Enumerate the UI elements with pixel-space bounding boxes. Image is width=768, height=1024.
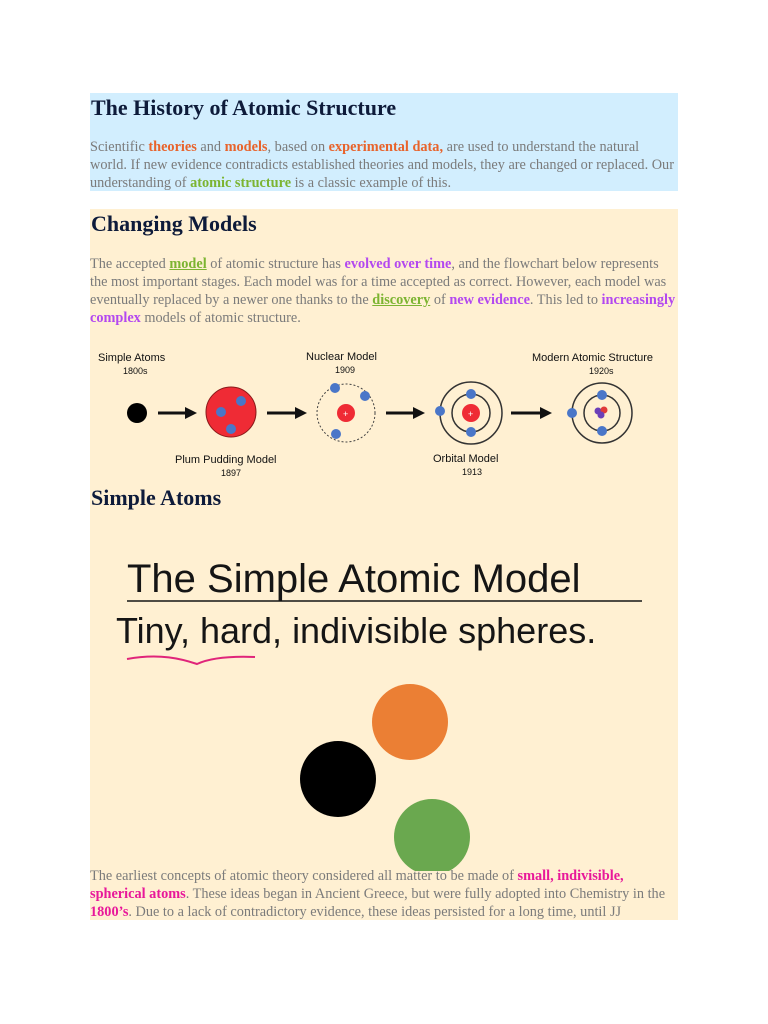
stage-year-modern: 1920s [589, 366, 614, 376]
orange-sphere-icon [372, 684, 448, 760]
term-small-indivisible: small, indivisible, spherical atoms [90, 868, 624, 902]
intro-paragraph [90, 138, 676, 192]
term-experimental-data: experimental data, [328, 139, 444, 155]
term-evolved: evolved over time [344, 256, 452, 272]
para-text: , and the flowchart below represents the most important stages. Each model was for a time accepted as correct. However, each model was eventually replaced by a newer one thanks to the [90, 256, 667, 308]
intro-text: Scientific [90, 139, 149, 155]
electron-icon [226, 424, 236, 434]
stage-name-simple-atoms: Simple Atoms [98, 352, 166, 364]
term-model-link[interactable]: model [169, 256, 207, 272]
models-section [90, 209, 678, 920]
figure-subtitle: Tiny, hard, indivisible spheres. [116, 610, 597, 651]
para-text: The earliest concepts of atomic theory considered all matter to be made of [90, 868, 518, 884]
stage-year-plum-pudding: 1897 [221, 468, 242, 478]
para-text: The accepted [90, 256, 170, 272]
intro-text: , based on [267, 139, 329, 155]
nucleon-icon [598, 412, 605, 419]
handwritten-underline-icon [127, 656, 255, 664]
stage-year-simple-atoms: 1800s [123, 366, 148, 376]
atomic-models-flowchart [90, 345, 678, 479]
term-1800s: 1800’s [90, 904, 129, 920]
term-new-evidence: new evidence [449, 292, 530, 308]
electron-icon [567, 408, 577, 418]
stage-name-plum-pudding: Plum Pudding Model [175, 454, 277, 466]
stage-year-nuclear: 1909 [335, 365, 356, 375]
stage-name-modern: Modern Atomic Structure [532, 352, 654, 364]
term-theories: theories [148, 139, 197, 155]
electron-icon [435, 406, 445, 416]
stage-name-nuclear: Nuclear Model [306, 351, 377, 363]
plus-sign: + [468, 409, 474, 419]
simple-atoms-heading: Simple Atoms [91, 485, 222, 510]
figure-title: The Simple Atomic Model [127, 557, 581, 601]
electron-icon [216, 407, 226, 417]
term-increasingly-complex: increasingly complex [90, 292, 676, 326]
electron-icon [597, 390, 607, 400]
stage-year-orbital: 1913 [462, 467, 483, 477]
earliest-concepts-paragraph [90, 867, 676, 920]
intro-section [90, 93, 678, 191]
simple-atomic-model-figure [90, 531, 678, 871]
para-text: . These ideas began in Ancient Greece, but were fully adopted into Chemistry in the [185, 886, 666, 902]
electron-icon [466, 389, 476, 399]
para-text: models of atomic structure. [140, 310, 301, 326]
electron-icon [331, 429, 341, 439]
plus-sign: + [343, 409, 349, 419]
term-atomic-structure: atomic structure [190, 175, 292, 191]
electron-icon [236, 396, 246, 406]
term-discovery-link[interactable]: discovery [372, 292, 431, 308]
page-title: The History of Atomic Structure [91, 95, 397, 120]
stage-name-orbital: Orbital Model [433, 453, 499, 465]
changing-models-paragraph [90, 255, 676, 327]
para-text: . This led to [529, 292, 602, 308]
electron-icon [360, 391, 370, 401]
electron-icon [597, 426, 607, 436]
intro-text: is a classic example of this. [291, 175, 452, 191]
para-text: of atomic structure has [206, 256, 345, 272]
term-models: models [224, 139, 268, 155]
intro-text: and [196, 139, 225, 155]
changing-models-heading: Changing Models [91, 211, 257, 236]
para-text: . Due to a lack of contradictory evidence, these ideas persisted for a long time, until JJ [128, 904, 622, 920]
simple-atom-icon [127, 403, 147, 423]
electron-icon [466, 427, 476, 437]
electron-icon [330, 383, 340, 393]
para-text: of [430, 292, 450, 308]
intro-text: are used to understand the natural world. If new evidence contradicts established theories and models, they are changed or replaced. Our understanding of [90, 139, 674, 191]
green-sphere-icon [394, 799, 470, 871]
black-sphere-icon [300, 741, 376, 817]
